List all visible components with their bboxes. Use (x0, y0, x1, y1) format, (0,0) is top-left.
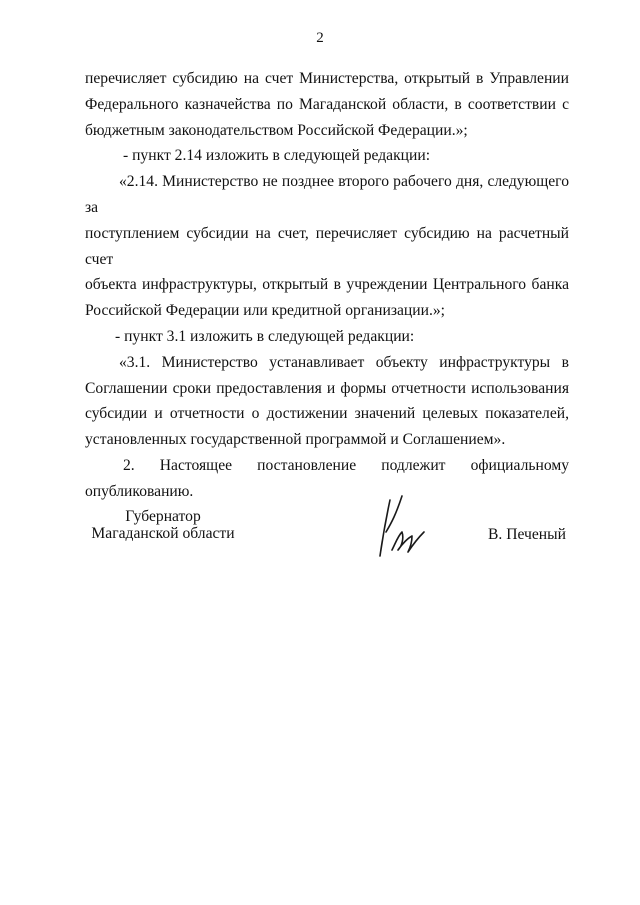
list-item-2-14: - пункт 2.14 изложить в следующей редакции: (123, 147, 431, 165)
signatory-title-line: Губернатор (125, 508, 201, 525)
text-line: 2. Настоящее постановление подлежит официальному (123, 456, 569, 474)
text-line: Федерального казначейства по Магаданской области, в соответствии с (85, 95, 569, 113)
text-line: субсидии и отчетности о достижении значений целевых показателей, (85, 405, 569, 423)
signatory-name: В. Печеный (488, 526, 566, 543)
handwritten-signature (372, 492, 436, 562)
text-line: объекта инфраструктуры, открытый в учреждении Центрального банка (85, 276, 569, 294)
list-item-3-1: - пункт 3.1 изложить в следующей редакции: (115, 327, 415, 345)
signatory-title (88, 508, 238, 542)
signatory-title-line: Магаданской области (91, 525, 235, 542)
text-line: опубликованию. (85, 482, 194, 500)
page-number: 2 (316, 30, 324, 46)
text-line: Соглашении сроки предоставления и формы отчетности использования (85, 379, 569, 397)
text-line: «2.14. Министерство не позднее второго рабочего дня, следующего за (85, 173, 569, 216)
text-line: установленных государственной программой и Соглашением». (85, 431, 506, 449)
text-line: бюджетным законодательством Российской Федерации.»; (85, 121, 468, 139)
text-line: поступлением субсидии на счет, перечисляет субсидию на расчетный счет (85, 224, 569, 268)
text-line: Российской Федерации или кредитной организации.»; (85, 302, 445, 320)
document-body (85, 66, 569, 505)
text-line: перечисляет субсидию на счет Министерства, открытый в Управлении (85, 70, 569, 87)
text-line: «3.1. Министерство устанавливает объекту инфраструктуры в (119, 353, 569, 371)
